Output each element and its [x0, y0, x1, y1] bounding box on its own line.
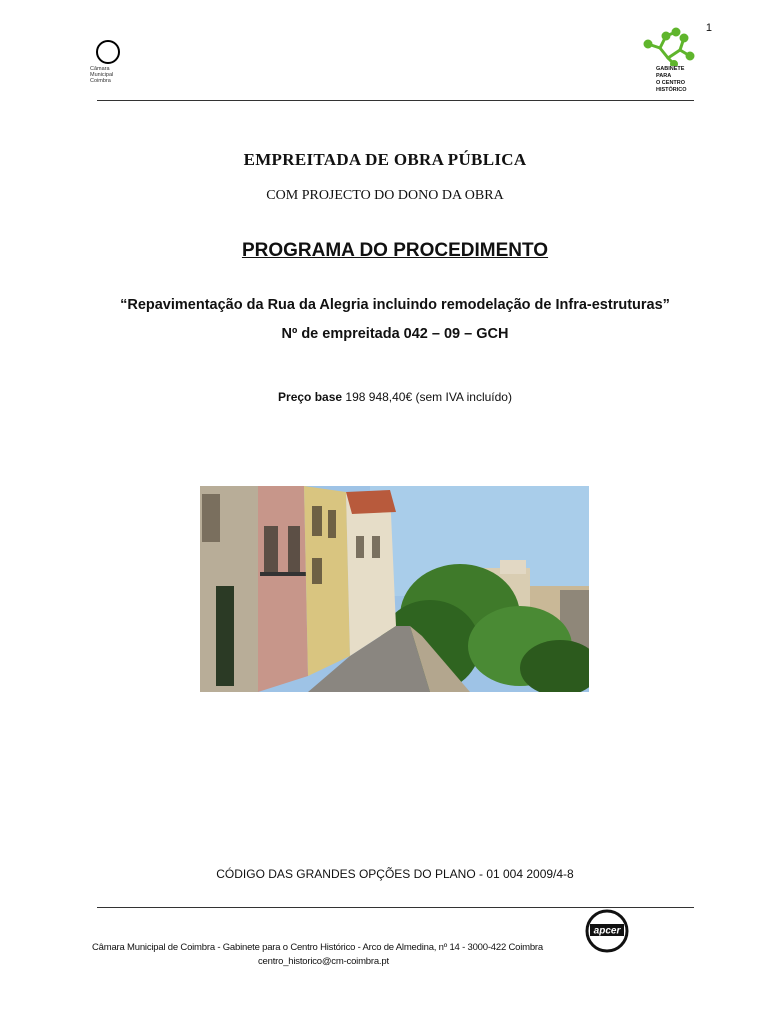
logo-right-line-2: PARA	[656, 73, 672, 79]
logo-left-line-1: Câmara	[90, 66, 110, 72]
footer-email[interactable]: centro_historico@cm-coimbra.pt	[258, 956, 389, 967]
ring-icon	[96, 40, 120, 64]
project-name: “Repavimentação da Rua da Alegria incluindo remodelação de Infra-estruturas”	[120, 297, 670, 313]
logo-left-line-2: Municipal	[90, 72, 114, 78]
footer-address: Câmara Municipal de Coimbra - Gabinete para o Centro Histórico - Arco de Almedina, nº 14 - 3000-422 Coimbra	[92, 942, 543, 953]
apcer-seal-icon	[584, 908, 630, 954]
document-title: EMPREITADA DE OBRA PÚBLICA	[243, 150, 527, 169]
plan-code: CÓDIGO DAS GRANDES OPÇÕES DO PLANO - 01 004 2009/4-8	[216, 867, 574, 881]
logo-right-line-3: O CENTRO	[656, 80, 686, 86]
base-price	[0, 390, 770, 404]
logo-right-line-4: HISTÓRICO	[656, 87, 687, 93]
apcer-logo	[584, 908, 630, 954]
logo-left-line-3: Coimbra	[90, 78, 111, 84]
logo-right-line-1: GABINETE	[656, 66, 685, 72]
price-label: Preço base	[278, 390, 343, 404]
street-photo-illustration	[200, 486, 589, 692]
page-number: 1	[705, 22, 712, 34]
price-value: 198 948,40€ (sem IVA incluído)	[342, 390, 512, 404]
document-subtitle: COM PROJECTO DO DONO DA OBRA	[266, 188, 504, 203]
street-photo	[200, 486, 589, 692]
contract-number: Nº de empreitada 042 – 09 – GCH	[281, 326, 509, 342]
header-divider	[97, 100, 694, 101]
gabinete-centro-historico-logo	[638, 26, 698, 100]
network-icon	[638, 26, 698, 66]
camara-municipal-logo	[90, 40, 130, 92]
apcer-wordmark: apcer	[593, 925, 621, 937]
procedure-heading: PROGRAMA DO PROCEDIMENTO	[241, 240, 549, 261]
